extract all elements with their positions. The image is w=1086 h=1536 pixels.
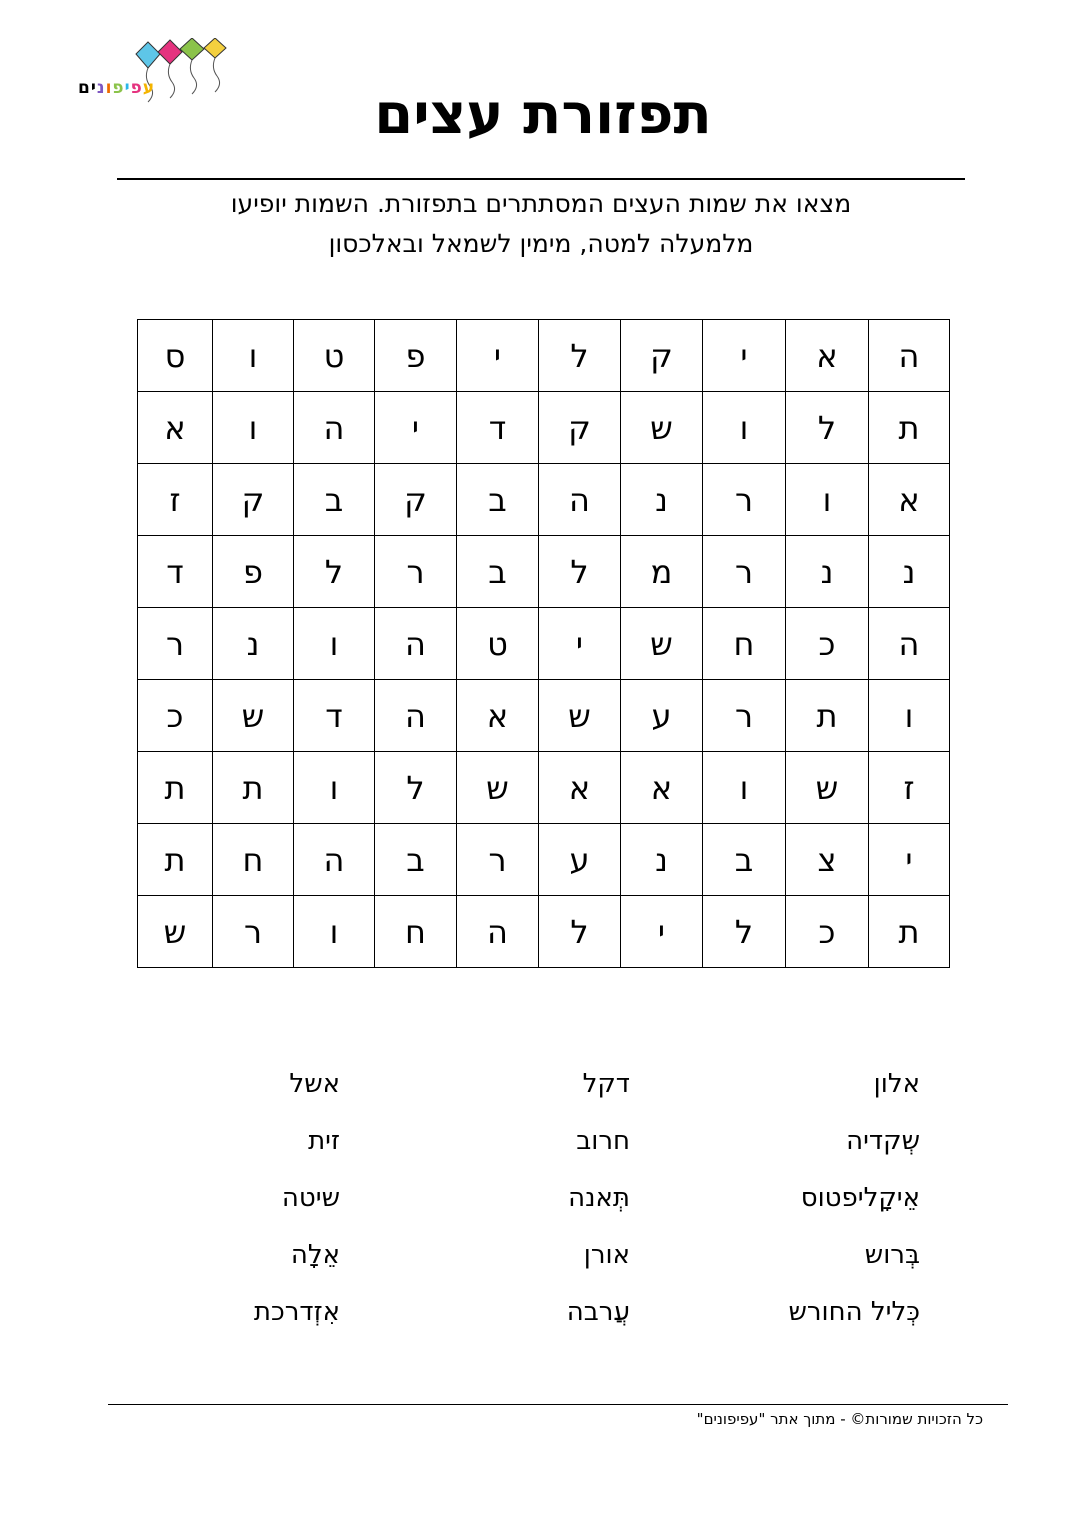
grid-cell[interactable]: ש xyxy=(621,608,703,680)
word-item: אִזְדרכת xyxy=(253,1297,340,1327)
grid-cell[interactable]: ר xyxy=(703,464,786,536)
grid-cell[interactable]: נ xyxy=(869,536,950,608)
grid-cell[interactable]: ה xyxy=(869,320,950,392)
grid-cell[interactable]: א xyxy=(457,680,539,752)
grid-cell[interactable]: ל xyxy=(294,536,375,608)
grid-cell[interactable]: פ xyxy=(213,536,294,608)
grid-cell[interactable]: ר xyxy=(703,536,786,608)
grid-cell[interactable]: י xyxy=(869,824,950,896)
word-column-3 xyxy=(140,1062,340,1347)
grid-cell[interactable]: כ xyxy=(786,608,869,680)
grid-cell[interactable]: ת xyxy=(138,752,213,824)
grid-cell[interactable]: י xyxy=(375,392,457,464)
grid-cell[interactable]: ת xyxy=(786,680,869,752)
word-item: אֵלָה xyxy=(290,1240,340,1270)
grid-row xyxy=(138,824,950,896)
grid-cell[interactable]: ש xyxy=(138,896,213,968)
grid-cell[interactable]: ק xyxy=(213,464,294,536)
grid-cell[interactable]: ו xyxy=(294,752,375,824)
word-item: בְּרוש xyxy=(864,1240,920,1270)
grid-cell[interactable]: מ xyxy=(621,536,703,608)
grid-cell[interactable]: א xyxy=(869,464,950,536)
grid-cell[interactable]: ק xyxy=(621,320,703,392)
grid-cell[interactable]: ת xyxy=(213,752,294,824)
grid-cell[interactable]: ו xyxy=(786,464,869,536)
grid-cell[interactable]: ה xyxy=(375,680,457,752)
grid-cell[interactable]: נ xyxy=(621,824,703,896)
word-item: זית xyxy=(308,1126,340,1156)
grid-cell[interactable]: ב xyxy=(294,464,375,536)
grid-cell[interactable]: ב xyxy=(457,536,539,608)
grid-cell[interactable]: ח xyxy=(703,608,786,680)
grid-cell[interactable]: ל xyxy=(539,896,621,968)
copyright-footer: כל הזכויות שמורות© - מתוך אתר "עפיפונים" xyxy=(696,1410,983,1428)
bottom-divider xyxy=(108,1404,1008,1405)
word-item: אשל xyxy=(289,1069,340,1099)
grid-cell[interactable]: צ xyxy=(786,824,869,896)
grid-cell[interactable]: ב xyxy=(457,464,539,536)
grid-cell[interactable]: ט xyxy=(457,608,539,680)
grid-cell[interactable]: א xyxy=(786,320,869,392)
instructions xyxy=(117,184,965,264)
grid-cell[interactable]: א xyxy=(539,752,621,824)
grid-cell[interactable]: ש xyxy=(621,392,703,464)
logo-wordmark: עפיפונים xyxy=(78,78,156,98)
word-column-1 xyxy=(720,1062,920,1347)
grid-cell[interactable]: ר xyxy=(703,680,786,752)
grid-row xyxy=(138,392,950,464)
grid-cell[interactable]: א xyxy=(138,392,213,464)
word-item: אלון xyxy=(873,1069,920,1099)
grid-cell[interactable]: ה xyxy=(375,608,457,680)
instructions-line-1: מצאו את שמות העצים המסתתרים בתפזורת. השמות יופיעו xyxy=(230,189,852,218)
grid-cell[interactable]: נ xyxy=(786,536,869,608)
grid-cell[interactable]: ר xyxy=(457,824,539,896)
grid-cell[interactable]: ו xyxy=(869,680,950,752)
grid-cell[interactable]: י xyxy=(457,320,539,392)
grid-cell[interactable]: ע xyxy=(539,824,621,896)
grid-cell[interactable]: ע xyxy=(621,680,703,752)
grid-cell[interactable]: ל xyxy=(539,320,621,392)
grid-cell[interactable]: א xyxy=(621,752,703,824)
word-item: שיטה xyxy=(281,1183,340,1213)
grid-cell[interactable]: ל xyxy=(539,536,621,608)
grid-row xyxy=(138,536,950,608)
word-list xyxy=(0,1062,1086,1342)
grid-cell[interactable]: ת xyxy=(869,392,950,464)
word-column-2 xyxy=(430,1062,630,1347)
grid-cell[interactable]: ז xyxy=(138,464,213,536)
grid-row xyxy=(138,680,950,752)
grid-cell[interactable]: ת xyxy=(138,824,213,896)
word-item: דקל xyxy=(582,1069,630,1099)
grid-row xyxy=(138,896,950,968)
grid-cell[interactable]: כ xyxy=(138,680,213,752)
grid-cell[interactable]: ט xyxy=(294,320,375,392)
grid-cell[interactable]: י xyxy=(703,320,786,392)
grid-cell[interactable]: ה xyxy=(869,608,950,680)
grid-cell[interactable]: ה xyxy=(539,464,621,536)
word-item: חרוב xyxy=(576,1126,630,1156)
grid-cell[interactable]: ו xyxy=(213,392,294,464)
grid-cell[interactable]: ד xyxy=(138,536,213,608)
word-item: אורן xyxy=(583,1240,630,1270)
grid-cell[interactable]: פ xyxy=(375,320,457,392)
grid-cell[interactable]: ל xyxy=(703,896,786,968)
word-item: שְקדיה xyxy=(846,1126,920,1156)
instructions-line-2: מלמעלה למטה, מימין לשמאל ובאלכסון xyxy=(328,229,754,258)
grid-cell[interactable]: ז xyxy=(869,752,950,824)
top-divider xyxy=(117,178,965,180)
grid-cell[interactable]: ש xyxy=(786,752,869,824)
grid-cell[interactable]: ר xyxy=(138,608,213,680)
grid-cell[interactable]: ל xyxy=(375,752,457,824)
grid-cell[interactable]: נ xyxy=(621,464,703,536)
grid-cell[interactable]: ו xyxy=(213,320,294,392)
grid-row xyxy=(138,320,950,392)
grid-cell[interactable]: ד xyxy=(457,392,539,464)
grid-cell[interactable]: ש xyxy=(457,752,539,824)
grid-row xyxy=(138,464,950,536)
word-item: כְּליל החורש xyxy=(788,1297,920,1327)
grid-cell[interactable]: ק xyxy=(375,464,457,536)
grid-cell[interactable]: ו xyxy=(294,608,375,680)
word-search-grid xyxy=(137,319,950,968)
grid-cell[interactable]: ש xyxy=(213,680,294,752)
grid-cell[interactable]: ב xyxy=(703,824,786,896)
grid-cell[interactable]: ח xyxy=(375,896,457,968)
grid-row xyxy=(138,752,950,824)
grid-cell[interactable]: ר xyxy=(213,896,294,968)
grid-row xyxy=(138,608,950,680)
word-item: אֵיקָליפטוס xyxy=(800,1183,920,1213)
word-item: עֲרבה xyxy=(566,1297,630,1327)
grid-cell[interactable]: ו xyxy=(294,896,375,968)
grid-cell[interactable]: ו xyxy=(703,392,786,464)
grid-cell[interactable]: ס xyxy=(138,320,213,392)
grid-cell[interactable]: ד xyxy=(294,680,375,752)
grid-cell[interactable]: ה xyxy=(457,896,539,968)
word-item: תְּאנה xyxy=(568,1183,630,1213)
grid-cell[interactable]: ר xyxy=(375,536,457,608)
grid-cell[interactable]: ק xyxy=(539,392,621,464)
grid-cell[interactable]: ו xyxy=(703,752,786,824)
grid-cell[interactable]: ת xyxy=(869,896,950,968)
grid-cell[interactable]: ל xyxy=(786,392,869,464)
grid-cell[interactable]: ש xyxy=(539,680,621,752)
grid-cell[interactable]: י xyxy=(621,896,703,968)
grid-cell[interactable]: כ xyxy=(786,896,869,968)
page-title: תפזורת עצים xyxy=(374,82,712,147)
grid-cell[interactable]: ה xyxy=(294,824,375,896)
grid-cell[interactable]: י xyxy=(539,608,621,680)
grid-cell[interactable]: ה xyxy=(294,392,375,464)
grid-cell[interactable]: נ xyxy=(213,608,294,680)
grid-cell[interactable]: ב xyxy=(375,824,457,896)
grid-cell[interactable]: ח xyxy=(213,824,294,896)
